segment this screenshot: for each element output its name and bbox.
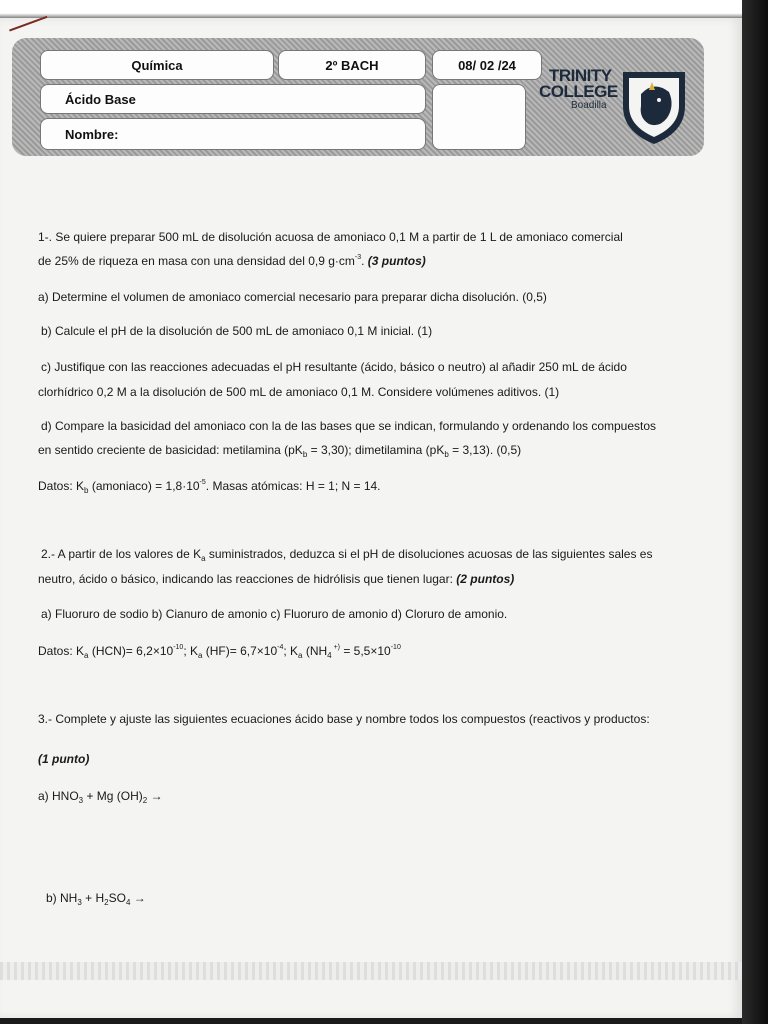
q2-data — [38, 644, 401, 660]
q1-part-b-text: b) Calcule el pH de la disolución de 500 mL de amoniaco 0,1 M inicial. (1) — [41, 324, 433, 338]
date-box — [432, 50, 542, 80]
q2-ka-subscript-1: a — [84, 651, 89, 660]
q2-exp-4: -10 — [390, 644, 401, 651]
q1-pkb-subscript-2: b — [444, 450, 449, 459]
name-box — [40, 118, 426, 150]
scan-bottom-artifact — [0, 962, 742, 980]
q2-intro-text-2: neutro, ácido o básico, indicando las reacciones de hidrólisis que tienen lugar: — [38, 572, 453, 586]
q2-data-text-f: (NH — [302, 644, 328, 658]
q3-equation-a — [38, 789, 163, 805]
q1-data — [38, 479, 381, 495]
q3-points-line — [38, 752, 89, 766]
q1-data-text-c: . Masas atómicas: H = 1; N = 14. — [205, 479, 381, 493]
q1-intro-text-1: 1-. Se quiere preparar 500 mL de disolución acuosa de amoniaco 0,1 M a partir de 1 L de amoniaco comercial — [38, 230, 623, 244]
q2-items — [41, 607, 507, 621]
q2-nh4-charge: +) — [331, 644, 340, 651]
name-label: Nombre: — [65, 126, 119, 142]
q3-b-sub-3: 4 — [125, 898, 131, 907]
topic-label: Ácido Base — [65, 91, 136, 107]
q3-b-text-2: + H — [81, 891, 105, 905]
q2-data-text-e: ; K — [283, 644, 299, 658]
q2-intro-text-1a: 2.- A partir de los valores de K — [41, 547, 202, 561]
q3-equation-b — [46, 891, 146, 907]
course-label: 2º BACH — [325, 57, 379, 73]
q3-points: (1 punto) — [38, 752, 90, 766]
q1-part-c-line-1 — [41, 360, 627, 374]
topic-box — [40, 84, 426, 114]
q1-points: (3 puntos) — [367, 254, 426, 268]
exam-paper — [0, 18, 742, 1018]
q1-part-a-text: a) Determine el volumen de amoniaco comercial necesario para preparar dicha disolución. (0,5) — [38, 290, 547, 304]
q2-points: (2 puntos) — [456, 572, 515, 586]
q3-b-sub-1: 3 — [77, 898, 82, 907]
q3-intro — [38, 712, 650, 726]
q1-kb-subscript: b — [84, 486, 89, 495]
q2-data-text-c: ; K — [183, 644, 198, 658]
q1-part-d-line-2 — [38, 443, 521, 459]
logo-line-3: Boadilla — [571, 100, 607, 111]
q1-intro-line-2 — [38, 254, 426, 268]
grade-box — [432, 84, 526, 150]
q3-a-sub-2: 2 — [142, 796, 148, 805]
q2-data-text-a: Datos: K — [38, 644, 85, 658]
subject-label: Química — [131, 57, 183, 73]
q1-part-c-text-1: c) Justifique con las reacciones adecuadas el pH resultante (ácido, básico o neutro) al añadir 250 mL de ácido — [41, 360, 627, 374]
q2-data-text-g: = 5,5×10 — [340, 644, 391, 658]
q3-intro-text: 3.- Complete y ajuste las siguientes ecuaciones ácido base y nombre todos los compuestos (reactivos y productos: — [38, 712, 650, 726]
q3-b-arrow: → — [130, 891, 146, 905]
q3-a-text-2: + Mg (OH) — [83, 789, 143, 803]
course-box — [278, 50, 426, 80]
q2-ka-subscript-3: a — [298, 651, 303, 660]
q2-intro-line-2 — [38, 572, 514, 586]
q2-ka-subscript-2: a — [197, 651, 203, 660]
scan-right-edge — [742, 0, 768, 1024]
q2-exp-1: -10 — [173, 644, 184, 651]
q1-part-d-text-2c: = 3,13). (0,5) — [448, 443, 522, 457]
q1-part-d-text-1: d) Compare la basicidad del amoniaco con la de las bases que se indican, formulando y ordenando los compuestos — [41, 419, 657, 433]
q1-part-b — [41, 324, 432, 338]
q2-items-text: a) Fluoruro de sodio b) Cianuro de amonio c) Fluoruro de amonio d) Cloruro de amonio. — [41, 607, 508, 621]
q1-kb-exponent: -5 — [199, 479, 206, 486]
q2-data-text-d: (HF)= 6,7×10 — [202, 644, 278, 658]
q1-pkb-subscript-1: b — [302, 450, 308, 459]
q2-intro-line-1 — [41, 547, 652, 563]
q3-b-text-1: b) NH — [46, 891, 78, 905]
logo-line-1: TRINITY — [549, 66, 612, 85]
q2-ka-subscript: a — [201, 554, 206, 563]
lion-crest-icon — [619, 66, 689, 146]
q3-a-sub-1: 3 — [78, 796, 84, 805]
q1-part-c-line-2 — [38, 385, 559, 399]
logo-line-2: COLLEGE — [539, 82, 618, 101]
q3-b-sub-2: 2 — [104, 898, 109, 907]
school-logo — [535, 62, 693, 148]
q1-part-d-text-2a: en sentido creciente de basicidad: metilamina (pK — [38, 443, 303, 457]
q2-data-text-b: (HCN)= 6,2×10 — [88, 644, 174, 658]
q3-a-text-1: a) HNO — [38, 789, 79, 803]
q1-part-d-text-2b: = 3,30); dimetilamina (pK — [307, 443, 445, 457]
q3-b-text-3: SO — [108, 891, 126, 905]
q2-exp-2: -4 — [277, 644, 284, 651]
q1-intro-text-2: de 25% de riqueza en masa con una densidad del 0,9 g·cm — [38, 254, 355, 268]
date-label: 08/ 02 /24 — [458, 57, 516, 73]
subject-box — [40, 50, 274, 80]
q1-data-text-b: (amoniaco) = 1,8·10 — [88, 479, 200, 493]
q1-intro-line-1 — [38, 230, 623, 244]
q1-part-c-text-2: clorhídrico 0,2 M a la disolución de 500 mL de amoniaco 0,1 M. Considere volúmenes aditivos. (1) — [38, 385, 560, 399]
q2-intro-text-1b: suministrados, deduzca si el pH de disoluciones acuosas de las siguientes sales es — [205, 547, 653, 561]
q3-a-arrow: → — [147, 789, 163, 803]
q1-intro-text-2-end: . — [361, 254, 365, 268]
q1-density-exponent: -3 — [354, 254, 362, 261]
q1-part-d-line-1 — [41, 419, 656, 433]
q2-nh4-subscript: 4 — [327, 651, 332, 660]
q1-part-a — [38, 290, 547, 304]
q1-data-text-a: Datos: K — [38, 479, 85, 493]
